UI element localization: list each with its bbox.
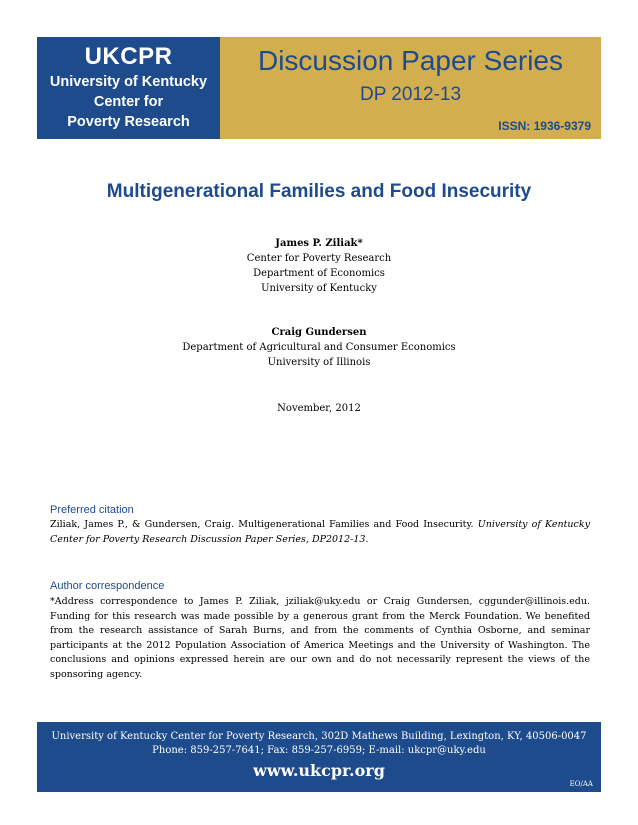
citation-text <box>50 518 590 547</box>
eo-aa-notice: EO/AA <box>569 780 593 788</box>
series-banner <box>220 37 601 139</box>
citation-source: University of Kentucky Center for Poverty Research Discussion Paper Series, DP2012-13. <box>50 519 590 545</box>
author-block-1 <box>0 236 638 296</box>
author-affiliation: Department of Agricultural and Consumer Economics <box>182 342 456 353</box>
org-name-line: University of Kentucky <box>49 74 208 90</box>
org-acronym: UKCPR <box>84 43 173 70</box>
website-link[interactable]: www.ukcpr.org <box>253 761 385 780</box>
footer-banner <box>37 722 601 792</box>
citation-label: Preferred citation <box>50 504 134 516</box>
correspondence-label: Author correspondence <box>50 580 165 592</box>
org-name-line: Center for <box>93 94 164 110</box>
series-title: Discussion Paper Series <box>257 45 564 76</box>
author-affiliation: Center for Poverty Research <box>246 253 392 264</box>
publication-date: November, 2012 <box>277 403 361 414</box>
paper-number: DP 2012-13 <box>359 84 462 105</box>
citation-body: Ziliak, James P., & Gundersen, Craig. Multigenerational Families and Food Insecurity. <box>50 519 474 530</box>
issn: ISSN: 1936-9379 <box>498 119 591 133</box>
paper-title: Multigenerational Families and Food Insecurity <box>106 181 532 202</box>
author-name: Craig Gundersen <box>271 327 367 338</box>
author-name: James P. Ziliak* <box>275 238 363 249</box>
author-affiliation: University of Kentucky <box>261 283 377 294</box>
org-banner <box>37 37 220 139</box>
author-block-2 <box>0 325 638 370</box>
author-affiliation: Department of Economics <box>253 268 385 279</box>
correspondence-text: *Address correspondence to James P. Ziliak, jziliak@uky.edu or Craig Gundersen, cggunder@illinois.edu. Funding for this research was made possible by a generous grant from the Merck Foundation. We benefited from the research assistance of Sarah Burns, and from the comments of Cynthia Osborne, and seminar participants at the 2012 Population Association of America Meetings and the University of Washington. The conclusions and opinions expressed herein are our own and do not necessarily represent the views of the sponsoring agency. <box>50 596 590 680</box>
footer-contact: Phone: 859-257-7641; Fax: 859-257-6959; E-mail: ukcpr@uky.edu <box>152 745 486 756</box>
org-name-line: Poverty Research <box>67 114 190 130</box>
footer-address: University of Kentucky Center for Poverty Research, 302D Mathews Building, Lexington, KY, 40506-0047 <box>51 731 587 742</box>
author-affiliation: University of Illinois <box>267 357 371 368</box>
